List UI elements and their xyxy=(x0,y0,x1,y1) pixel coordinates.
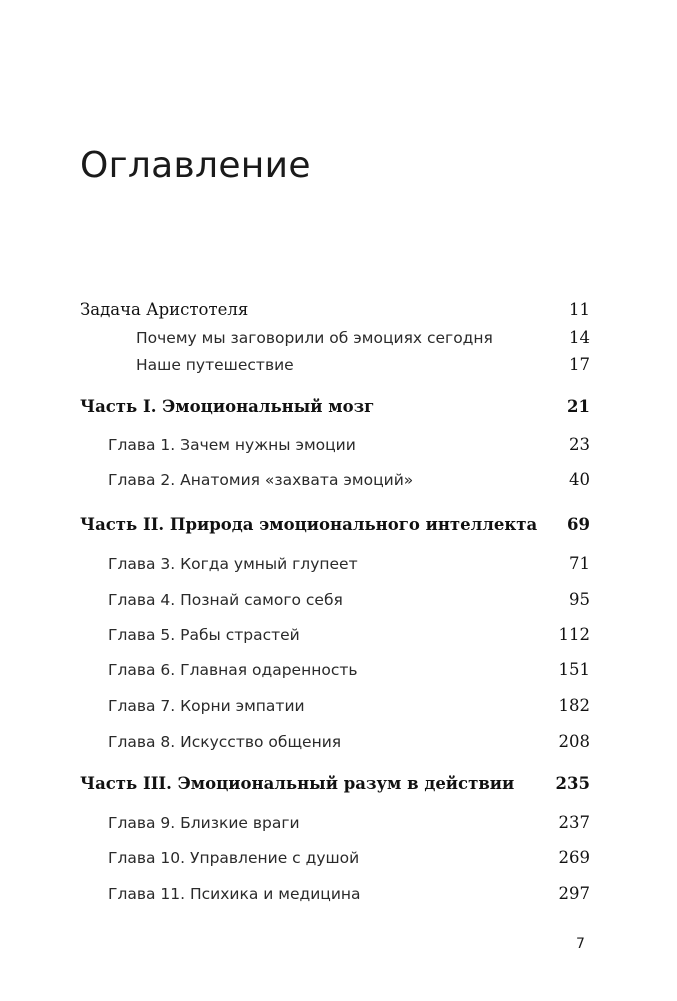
toc-entry-page: 17 xyxy=(569,355,590,374)
toc-entry-page: 269 xyxy=(558,848,590,867)
toc-entry-label: Глава 11. Психика и медицина xyxy=(108,885,361,903)
toc-entry-label: Задача Аристотеля xyxy=(80,300,249,319)
toc-entry-page: 71 xyxy=(569,554,590,573)
toc-entry-page: 182 xyxy=(558,696,590,715)
toc-entry-page: 237 xyxy=(558,813,590,832)
toc-entry-page: 23 xyxy=(569,435,590,454)
toc-entry-part-1[interactable] xyxy=(0,394,677,420)
toc-entry-subsection[interactable] xyxy=(0,352,677,378)
toc-entry-part-2[interactable] xyxy=(0,512,677,538)
toc-entry-chapter-2[interactable] xyxy=(0,467,677,493)
toc-entry-chapter-11[interactable] xyxy=(0,881,677,907)
toc-entry-chapter-8[interactable] xyxy=(0,729,677,755)
toc-entry-label: Глава 9. Близкие враги xyxy=(108,814,300,832)
toc-entry-label: Глава 2. Анатомия «захвата эмоций» xyxy=(108,471,414,489)
toc-entry-label: Глава 7. Корни эмпатии xyxy=(108,697,305,715)
toc-entry-label: Глава 6. Главная одаренность xyxy=(108,661,358,679)
toc-entry-page: 297 xyxy=(558,884,590,903)
toc-entry-page: 151 xyxy=(558,660,590,679)
toc-entry-chapter-3[interactable] xyxy=(0,551,677,577)
toc-entry-page: 208 xyxy=(558,732,590,751)
toc-entry-label: Глава 8. Искусство общения xyxy=(108,733,342,751)
toc-entry-chapter-9[interactable] xyxy=(0,810,677,836)
toc-entry-subsection[interactable] xyxy=(0,325,677,351)
toc-entry-label: Глава 4. Познай самого себя xyxy=(108,591,343,609)
toc-entry-label: Часть III. Эмоциональный разум в действии xyxy=(80,774,515,793)
toc-entry-page: 14 xyxy=(569,328,590,347)
toc-entry-chapter-1[interactable] xyxy=(0,432,677,458)
toc-entry-label: Глава 5. Рабы страстей xyxy=(108,626,300,644)
toc-entry-page: 112 xyxy=(558,625,590,644)
toc-entry-chapter-10[interactable] xyxy=(0,845,677,871)
toc-entry-label: Почему мы заговорили об эмоциях сегодня xyxy=(136,329,493,347)
toc-entry-label: Часть I. Эмоциональный мозг xyxy=(80,397,375,416)
toc-entry-chapter-5[interactable] xyxy=(0,622,677,648)
toc-entry-intro[interactable] xyxy=(0,297,677,323)
toc-entry-page: 95 xyxy=(569,590,590,609)
page-number: 7 xyxy=(576,936,585,952)
toc-entry-page: 235 xyxy=(555,774,590,793)
toc-entry-chapter-4[interactable] xyxy=(0,587,677,613)
toc-entry-label: Наше путешествие xyxy=(136,356,294,374)
toc-entry-label: Глава 3. Когда умный глупеет xyxy=(108,555,358,573)
toc-entry-chapter-6[interactable] xyxy=(0,657,677,683)
toc-entry-page: 21 xyxy=(567,397,590,416)
toc-entry-label: Глава 1. Зачем нужны эмоции xyxy=(108,436,356,454)
toc-entry-part-3[interactable] xyxy=(0,771,677,797)
toc-entry-chapter-7[interactable] xyxy=(0,693,677,719)
toc-entry-label: Часть II. Природа эмоционального интеллекта xyxy=(80,515,538,534)
page-title: Оглавление xyxy=(80,145,311,186)
toc-entry-page: 40 xyxy=(569,470,590,489)
toc-entry-page: 11 xyxy=(569,300,590,319)
toc-entry-page: 69 xyxy=(567,515,590,534)
toc-entry-label: Глава 10. Управление с душой xyxy=(108,849,360,867)
